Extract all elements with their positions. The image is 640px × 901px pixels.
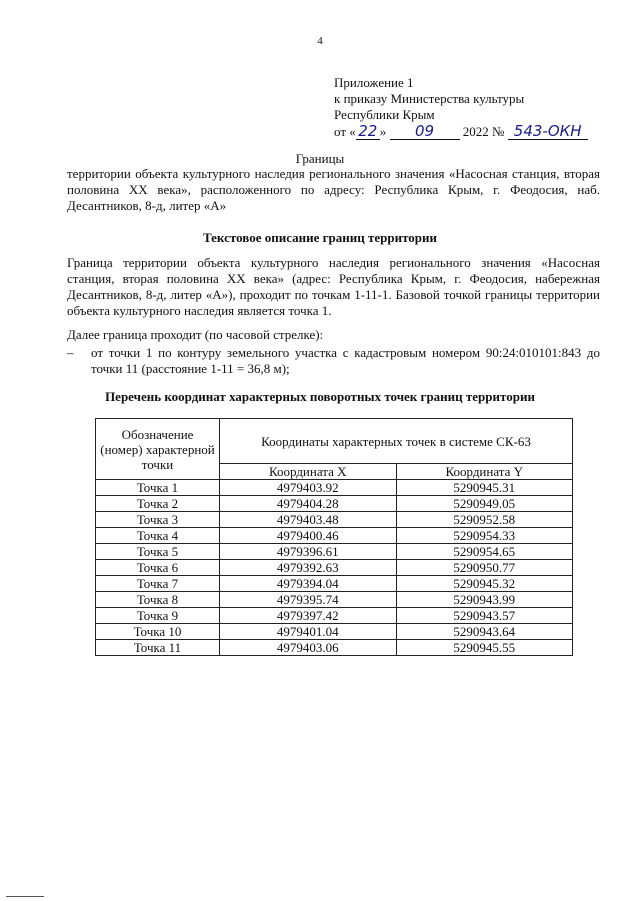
header-coordinate-y: Координата Y <box>396 464 573 480</box>
header-point-designation: Обозначение (номер) характерной точки <box>96 419 220 480</box>
table-row <box>96 640 573 656</box>
y-cell: 5290949.05 <box>396 496 573 512</box>
further-description: Далее граница проходит (по часовой стрелке): <box>67 327 324 342</box>
table-row <box>96 576 573 592</box>
footer-rule <box>6 896 44 897</box>
point-cell: Точка 11 <box>96 640 220 656</box>
page-number: 4 <box>317 35 323 47</box>
y-cell: 5290945.31 <box>396 480 573 496</box>
intro-paragraph: территории объекта культурного наследия регионального значения «Насосная станция, вторая половина XX века», расположенного по адресу: Республика Крым, г. Феодосия, наб. Десантников, 8-д, литер «А» <box>67 166 600 213</box>
x-cell: 4979404.28 <box>220 496 397 512</box>
table-heading: Перечень координат характерных поворотных точек границ территории <box>105 389 535 404</box>
point-cell: Точка 6 <box>96 560 220 576</box>
point-cell: Точка 2 <box>96 496 220 512</box>
x-cell: 4979397.42 <box>220 608 397 624</box>
table-row <box>96 560 573 576</box>
appendix-line-1: Приложение 1 <box>334 75 414 90</box>
coordinates-table <box>95 418 573 656</box>
x-cell: 4979394.04 <box>220 576 397 592</box>
y-cell: 5290943.57 <box>396 608 573 624</box>
point-cell: Точка 8 <box>96 592 220 608</box>
y-cell: 5290945.55 <box>396 640 573 656</box>
x-cell: 4979403.06 <box>220 640 397 656</box>
y-cell: 5290945.32 <box>396 576 573 592</box>
table-row <box>96 544 573 560</box>
table-row <box>96 592 573 608</box>
point-cell: Точка 10 <box>96 624 220 640</box>
point-cell: Точка 1 <box>96 480 220 496</box>
x-cell: 4979403.92 <box>220 480 397 496</box>
document-title: Границы <box>295 151 345 166</box>
x-cell: 4979396.61 <box>220 544 397 560</box>
order-date-line <box>334 123 588 140</box>
x-cell: 4979395.74 <box>220 592 397 608</box>
x-cell: 4979403.48 <box>220 512 397 528</box>
order-number: 543-ОКН <box>508 123 588 140</box>
table-row <box>96 624 573 640</box>
table-row <box>96 512 573 528</box>
order-quote-close: » <box>379 124 387 139</box>
header-coordinate-system: Координаты характерных точек в системе СК-63 <box>220 419 573 464</box>
header-coordinate-x: Координата X <box>220 464 397 480</box>
point-cell: Точка 7 <box>96 576 220 592</box>
point-cell: Точка 5 <box>96 544 220 560</box>
point-cell: Точка 9 <box>96 608 220 624</box>
x-cell: 4979401.04 <box>220 624 397 640</box>
list-item-text: от точки 1 по контуру земельного участка с кадастровым номером 90:24:010101:843 до точки 11 (расстояние 1-11 = 36,8 м); <box>91 345 600 376</box>
y-cell: 5290943.64 <box>396 624 573 640</box>
appendix-line-3: Республики Крым <box>334 107 435 122</box>
order-month: 09 <box>390 123 460 140</box>
x-cell: 4979392.63 <box>220 560 397 576</box>
boundary-description: Граница территории объекта культурного наследия регионального значения «Насосная станция, вторая половина XX века» (адрес: Республика Крым, г. Феодосия, набережная Десантников, 8-д, литер «А»), проходит по точкам 1-11-1. Базовой точкой границы территории объекта культурного наследия является точка 1. <box>67 255 600 318</box>
y-cell: 5290952.58 <box>396 512 573 528</box>
appendix-line-2: к приказу Министерства культуры <box>334 91 525 106</box>
order-year-label: 2022 № <box>462 124 505 139</box>
table-row <box>96 608 573 624</box>
point-cell: Точка 3 <box>96 512 220 528</box>
y-cell: 5290954.33 <box>396 528 573 544</box>
point-cell: Точка 4 <box>96 528 220 544</box>
x-cell: 4979400.46 <box>220 528 397 544</box>
order-day: 22 <box>356 123 380 140</box>
table-row <box>96 528 573 544</box>
section-heading: Текстовое описание границ территории <box>202 230 438 245</box>
table-row <box>96 496 573 512</box>
boundary-segment-list <box>67 345 600 377</box>
dash-bullet: – <box>67 345 74 360</box>
list-item <box>67 345 600 377</box>
y-cell: 5290943.99 <box>396 592 573 608</box>
order-from-label: от « <box>334 124 356 139</box>
appendix-block <box>334 75 588 140</box>
y-cell: 5290954.65 <box>396 544 573 560</box>
table-row <box>96 480 573 496</box>
y-cell: 5290950.77 <box>396 560 573 576</box>
